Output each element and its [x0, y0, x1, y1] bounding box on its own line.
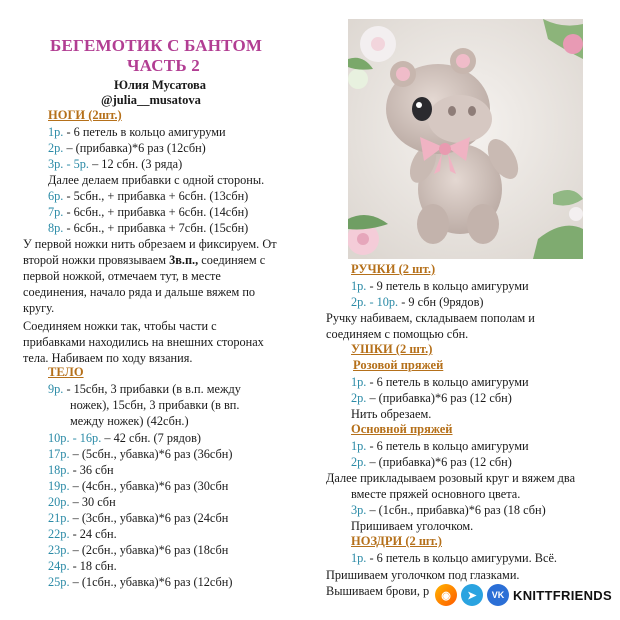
- author-name: Юлия Мусатова: [114, 78, 207, 92]
- legs-row: 6р. - 5сбн., + прибавка + 6сбн. (13сбн): [48, 189, 249, 203]
- brand-name: KNITTFRIENDS: [513, 587, 612, 603]
- telegram-icon: ➤: [461, 584, 483, 606]
- body-row: 9р. - 15сбн, 3 прибавки (в в.п. между: [48, 382, 241, 396]
- nostrils-note: Вышиваем брови, р: [326, 584, 430, 598]
- brand-watermark: [435, 583, 612, 607]
- legs-paragraph-line: соединения, начало ряда и дальше вяжем по: [23, 285, 256, 299]
- legs-row: 1р. - 6 петель в кольцо амигуруми: [48, 125, 226, 139]
- body-row: 10р. - 16р. – 42 сбн. (7 рядов): [48, 431, 201, 445]
- nostrils-row: 1р. - 6 петель в кольцо амигуруми. Всё.: [351, 551, 557, 565]
- legs-paragraph-line: первой ножкой, отмечаем тут, в месте: [23, 269, 221, 283]
- ears-row: 1р. - 6 петель в кольцо амигуруми: [351, 439, 529, 453]
- nostrils-note: Пришиваем уголочком под глазками.: [326, 568, 520, 582]
- ears-main-label: Основной пряжей: [351, 422, 453, 436]
- arms-row: 1р. - 9 петель в кольцо амигуруми: [351, 279, 529, 293]
- ears-row: 1р. - 6 петель в кольцо амигуруми: [351, 375, 529, 389]
- legs-row: 8р. - 6сбн., + прибавка + 7сбн. (15сбн): [48, 221, 249, 235]
- page-subtitle: ЧАСТЬ 2: [127, 56, 200, 75]
- legs-paragraph-line: тела. Набиваем по ходу вязания.: [23, 351, 193, 365]
- body-row: 21р. – (3сбн., убавка)*6 раз (24сбн: [48, 511, 229, 525]
- legs-paragraph-line: прибавками находились на внешних сторонах: [23, 335, 264, 349]
- legs-note: Далее делаем прибавки с одной стороны.: [48, 173, 265, 187]
- ears-heading: УШКИ (2 шт.): [351, 342, 433, 356]
- arms-row: 2р. - 10р. - 9 сбн (9рядов): [351, 295, 484, 309]
- body-row: 18р. - 36 сбн: [48, 463, 114, 477]
- body-row: 20р. – 30 сбн: [48, 495, 116, 509]
- ears-row: 2р. – (прибавка)*6 раз (12 сбн): [351, 455, 512, 469]
- ears-sew: Пришиваем уголочком.: [351, 519, 474, 533]
- body-row: 19р. – (4сбн., убавка)*6 раз (30сбн: [48, 479, 229, 493]
- legs-heading: НОГИ (2шт.): [48, 108, 122, 122]
- legs-row: 7р. - 6сбн., + прибавка + 6сбн. (14сбн): [48, 205, 249, 219]
- ears-row: 3р. – (1сбн., прибавка)*6 раз (18 сбн): [351, 503, 546, 517]
- nostrils-heading: НОЗДРИ (2 шт.): [351, 534, 442, 548]
- ears-note: Далее прикладываем розовый круг и вяжем два: [326, 471, 576, 485]
- ears-row: 2р. – (прибавка)*6 раз (12 сбн): [351, 391, 512, 405]
- body-row: 24р. - 18 сбн.: [48, 559, 117, 573]
- legs-paragraph-line: кругу.: [23, 301, 55, 315]
- legs-paragraph-line: У первой ножки нить обрезаем и фиксируем. От: [23, 237, 277, 251]
- ears-note: вместе пряжей основного цвета.: [351, 487, 521, 501]
- vk-icon: VK: [487, 584, 509, 606]
- body-row: 25р. – (1сбн., убавка)*6 раз (12сбн): [48, 575, 233, 589]
- legs-paragraph-line: Соединяем ножки так, чтобы части с: [23, 319, 217, 333]
- body-row: 22р. - 24 сбн.: [48, 527, 117, 541]
- body-row-cont: ножек), 15сбн, 3 прибавки (в вп.: [70, 398, 240, 412]
- body-row: 23р. – (2сбн., убавка)*6 раз (18сбн: [48, 543, 229, 557]
- ears-pink-label: Розовой пряжей: [353, 358, 444, 372]
- body-row-cont: между ножек) (42сбн.): [70, 414, 189, 428]
- hippo-photo: [348, 19, 583, 259]
- arms-heading: РУЧКИ (2 шт.): [351, 262, 436, 276]
- page-title: БЕГЕМОТИК С БАНТОМ: [50, 36, 263, 55]
- legs-row: 2р. – (прибавка)*6 раз (12сбн): [48, 141, 206, 155]
- legs-paragraph-line: второй ножки провязываем 3в.п., соединяем с: [23, 253, 266, 267]
- author-handle: @julia__musatova: [101, 93, 201, 107]
- arms-note: соединяем с помощью сбн.: [326, 327, 469, 341]
- legs-row: 3р. - 5р. – 12 сбн. (3 ряда): [48, 157, 183, 171]
- arms-note: Ручку набиваем, складываем пополам и: [326, 311, 535, 325]
- body-heading: ТЕЛО: [48, 365, 84, 379]
- body-row: 17р. – (5сбн., убавка)*6 раз (36сбн): [48, 447, 233, 461]
- ears-cut: Нить обрезаем.: [351, 407, 432, 421]
- ok-icon: ◉: [435, 584, 457, 606]
